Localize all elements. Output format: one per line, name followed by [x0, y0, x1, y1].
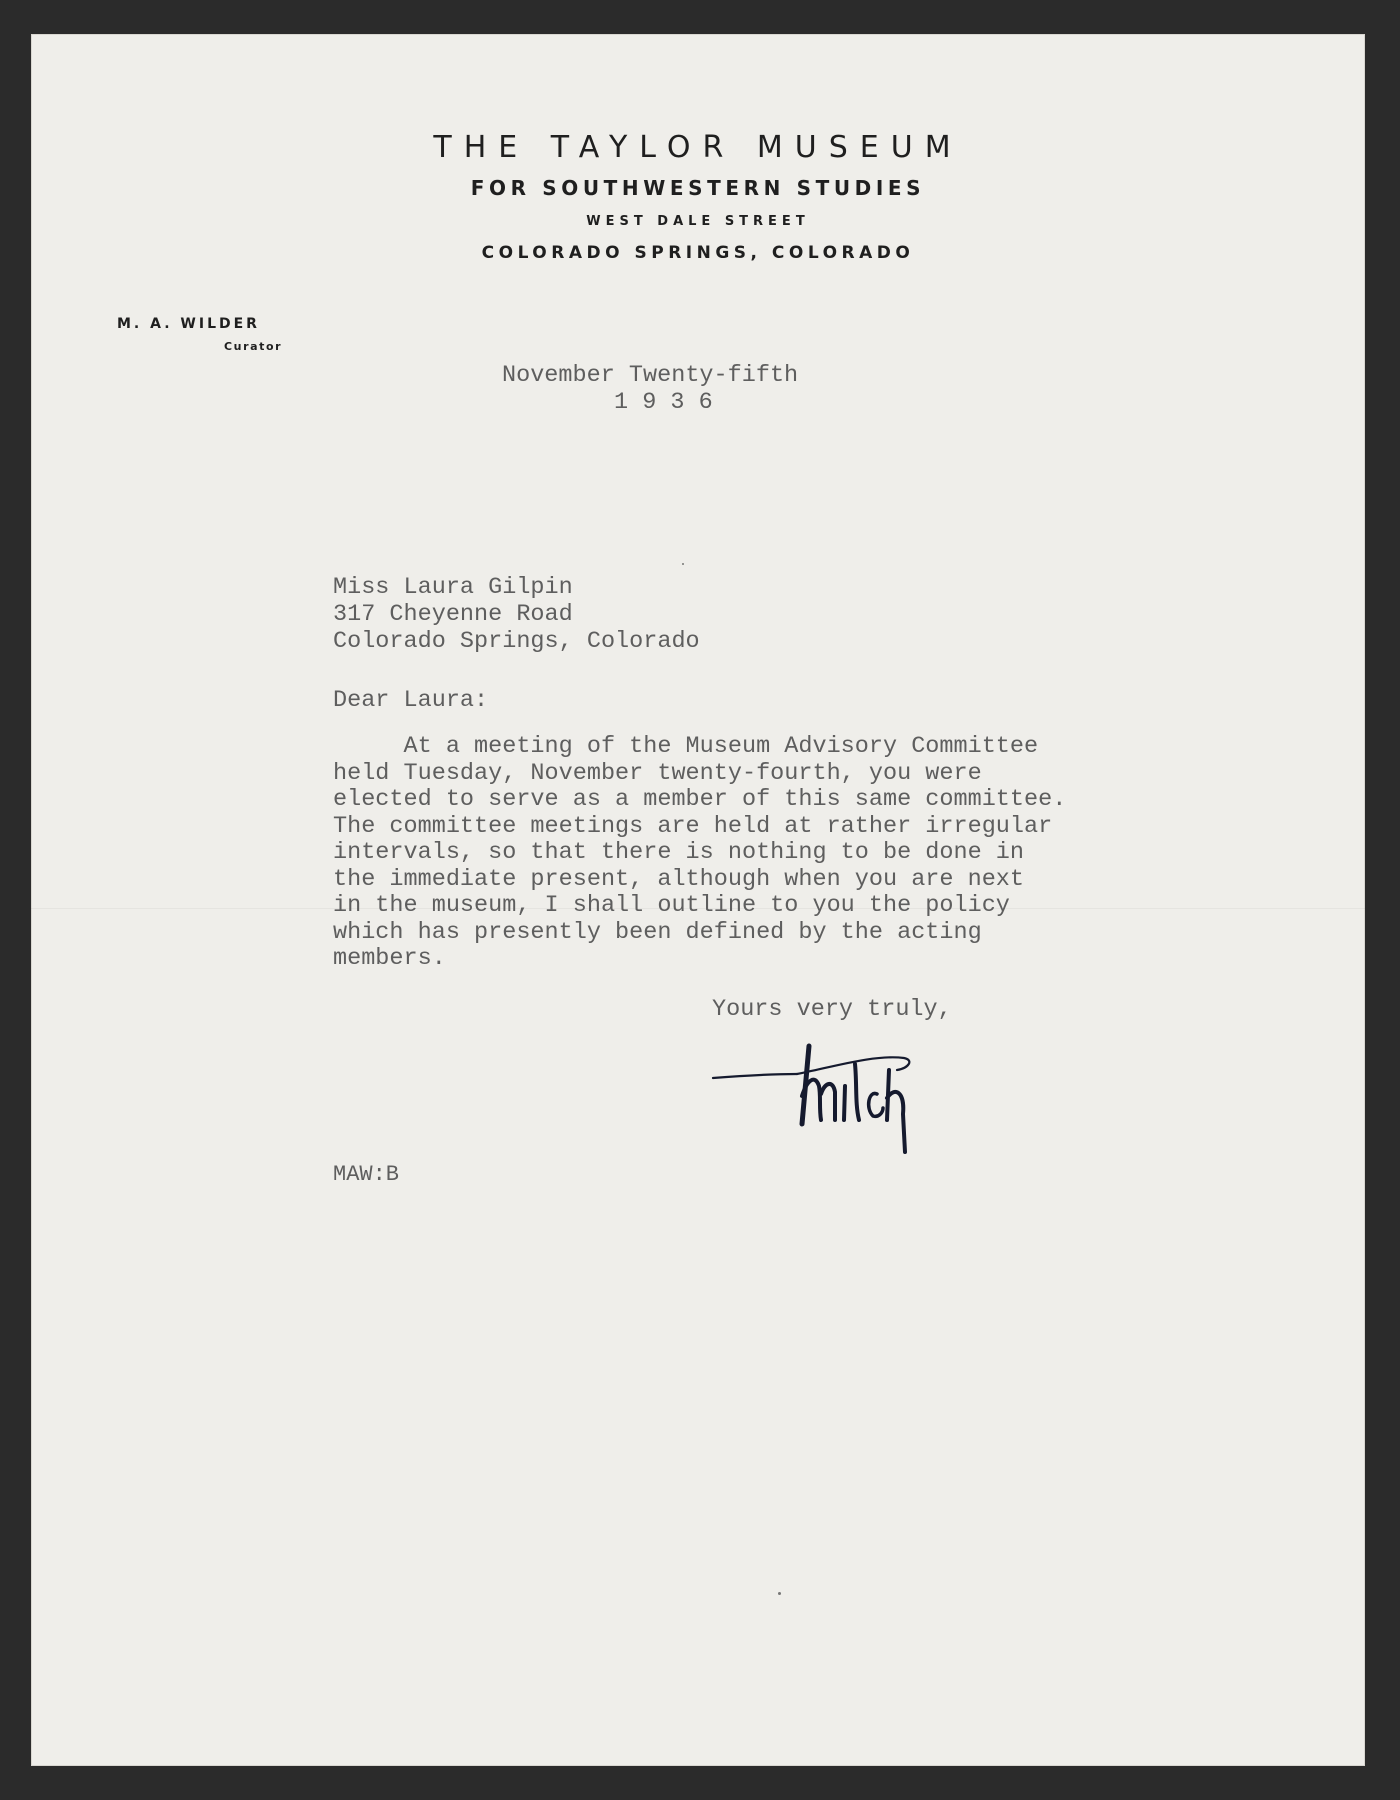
- curator-name: M. A. WILDER: [117, 316, 260, 332]
- letter-page: [31, 34, 1365, 1766]
- body-line: members.: [333, 945, 446, 972]
- recipient-name: Miss Laura Gilpin: [333, 574, 573, 601]
- handwritten-signature: [709, 1034, 919, 1154]
- paper-speck: [682, 563, 684, 565]
- date-year: 1 9 3 6: [614, 389, 713, 416]
- body-line: intervals, so that there is nothing to be done in: [333, 839, 1025, 866]
- typist-initials: MAW:B: [333, 1162, 400, 1187]
- body-line: in the museum, I shall outline to you the policy: [333, 892, 1010, 919]
- curator-title: Curator: [224, 340, 283, 353]
- body-line: held Tuesday, November twenty-fourth, you were: [333, 759, 982, 787]
- recipient-address: [333, 574, 700, 655]
- body-line: elected to serve as a member of this same committee.: [333, 786, 1067, 813]
- body-line: which has presently been defined by the acting: [333, 918, 982, 946]
- recipient-city: Colorado Springs, Colorado: [333, 628, 700, 655]
- letterhead-title: THE TAYLOR MUSEUM: [433, 130, 963, 165]
- letterhead-subtitle: FOR SOUTHWESTERN STUDIES: [470, 176, 926, 200]
- body-line: At a meeting of the Museum Advisory Committee: [333, 733, 1039, 760]
- letter-date: [502, 362, 798, 416]
- letter-body: [333, 734, 1066, 973]
- date-line: November Twenty-fifth: [502, 362, 799, 389]
- salutation: Dear Laura:: [333, 687, 489, 714]
- letterhead-city: COLORADO SPRINGS, COLORADO: [481, 243, 915, 263]
- letterhead-street: WEST DALE STREET: [586, 214, 810, 229]
- closing: Yours very truly,: [712, 996, 952, 1023]
- recipient-street: 317 Cheyenne Road: [333, 601, 573, 628]
- paper-speck: [778, 1592, 781, 1595]
- body-line: the immediate present, although when you are next: [333, 865, 1025, 893]
- body-line: The committee meetings are held at rather irregular: [333, 812, 1053, 840]
